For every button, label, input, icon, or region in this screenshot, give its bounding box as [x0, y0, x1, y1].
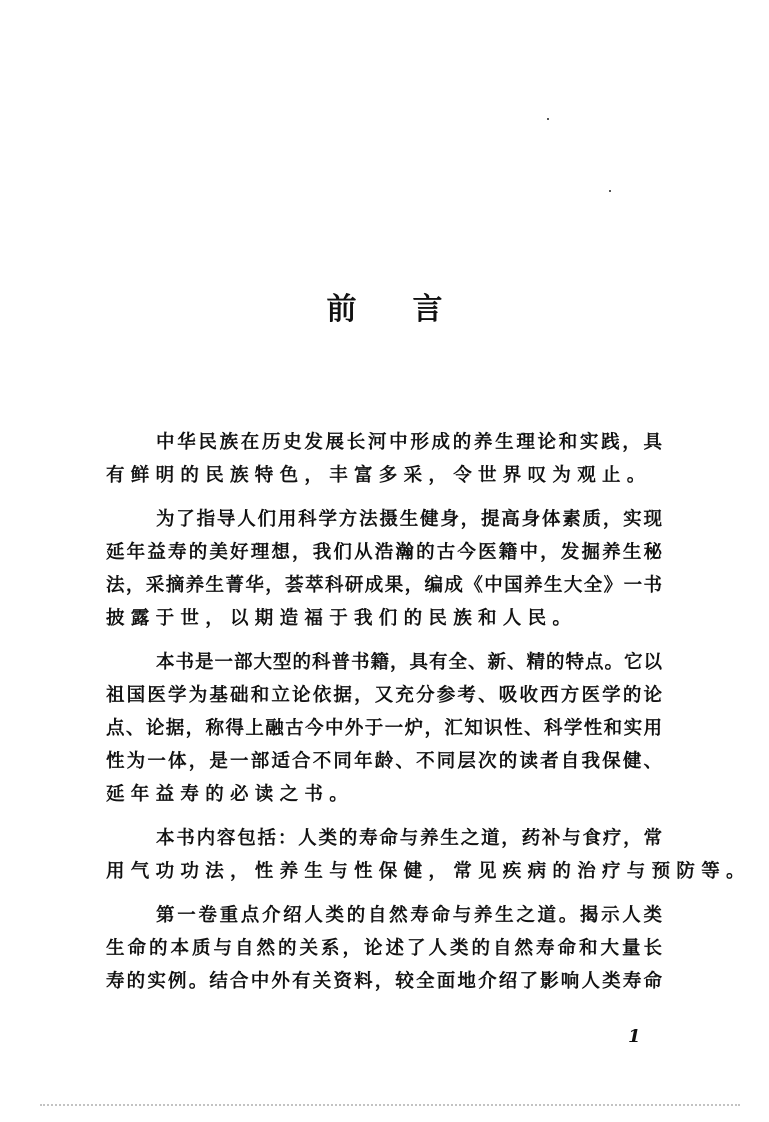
page-title: [0, 284, 769, 328]
text-line: 第一卷重点介绍人类的自然寿命与养生之道。揭示人类: [156, 905, 662, 926]
page-number: 1: [628, 1026, 641, 1047]
text-line: 为了指导人们用科学方法摄生健身，提高身体素质，实现: [156, 509, 662, 530]
paragraph: [106, 428, 662, 494]
text-line: 点、论据，称得上融古今中外于一炉，汇知识性、科学性和实用: [106, 718, 662, 739]
scan-speck: [609, 190, 611, 192]
text-line: 用气功功法，性养生与性保健，常见疾病的治疗与预防等。: [106, 861, 751, 882]
text-line: 性为一体，是一部适合不同年龄、不同层次的读者自我保健、: [106, 751, 662, 772]
paragraph: [106, 648, 662, 813]
text-line: 披露于世，以期造福于我们的民族和人民。: [106, 608, 578, 629]
scan-edge-noise: [40, 1104, 740, 1109]
text-line: 延年益寿的美好理想，我们从浩瀚的古今医籍中，发掘养生秘: [106, 542, 662, 563]
title-char: 前: [326, 292, 357, 327]
scan-speck: [547, 118, 549, 120]
text-line: 寿的实例。结合中外有关资料，较全面地介绍了影响人类寿命: [106, 971, 662, 992]
paragraph: [106, 824, 751, 890]
title-char: 言: [412, 292, 443, 327]
paragraph: [106, 505, 662, 637]
text-line: 中华民族在历史发展长河中形成的养生理论和实践，具: [156, 432, 662, 453]
preface-body: [106, 428, 751, 1011]
text-line: 法，采摘养生菁华，荟萃科研成果，编成《中国养生大全》一书: [106, 575, 662, 596]
text-line: 本书内容包括：人类的寿命与养生之道，药补与食疗，常: [156, 828, 662, 849]
paragraph: [106, 901, 662, 1000]
text-line: 祖国医学为基础和立论依据，又充分参考、吸收西方医学的论: [106, 685, 662, 706]
text-line: 生命的本质与自然的关系，论述了人类的自然寿命和大量长: [106, 938, 662, 959]
text-line: 本书是一部大型的科普书籍，具有全、新、精的特点。它以: [156, 652, 662, 673]
text-line: 有鲜明的民族特色，丰富多采，令世界叹为观止。: [106, 465, 652, 486]
text-line: 延年益寿的必读之书。: [106, 784, 355, 805]
